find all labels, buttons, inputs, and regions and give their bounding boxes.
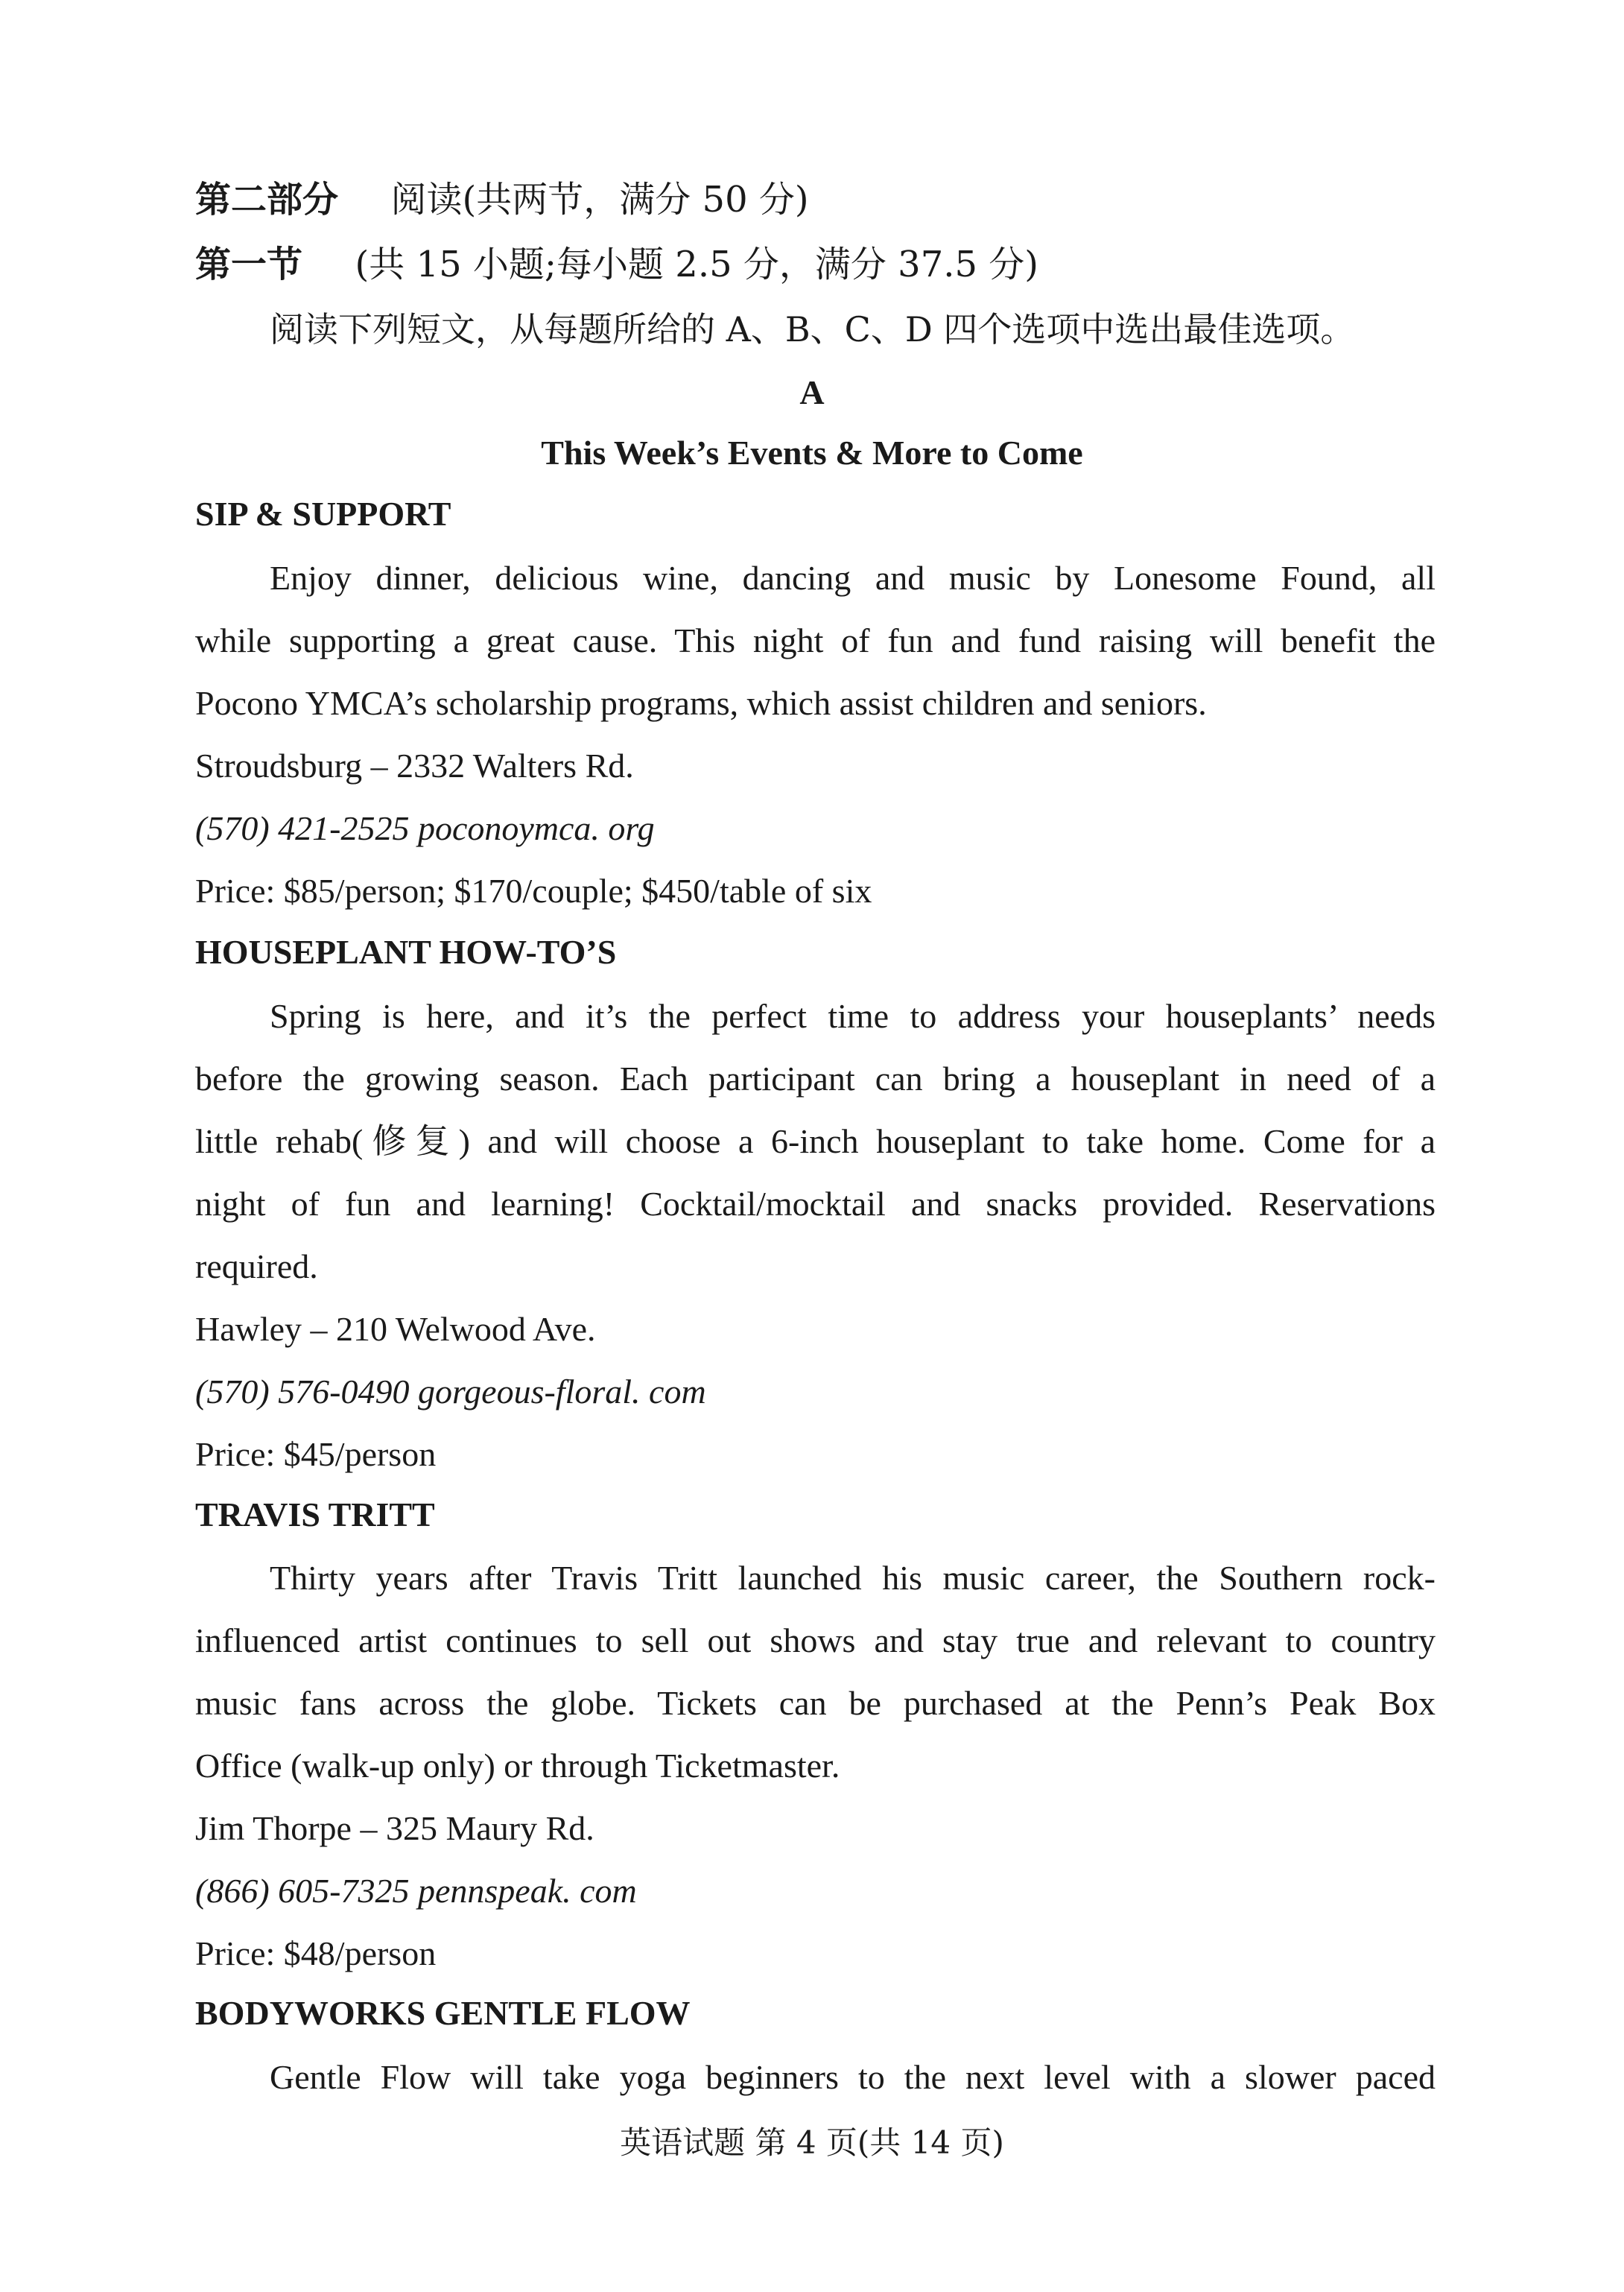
event-contact: (866) 605-7325 pennspeak. com [195,1872,637,1910]
event-address: Jim Thorpe – 325 Maury Rd. [195,1809,594,1847]
event-price: Price: $48/person [195,1934,437,1972]
event-text-line: little rehab(修复) and will choose a 6-inch houseplant to take home. Come for a [195,1122,1436,1160]
event-text-line: while supporting a great cause. This night of fun and fund raising will benefit the [195,621,1436,659]
passage-letter: A [799,373,825,411]
event-price: Price: $85/person; $170/couple; $450/table of six [195,872,872,910]
event-text-line: music fans across the globe. Tickets can be purchased at the Penn’s Peak Box [195,1684,1436,1722]
event-contact: (570) 421-2525 poconoymca. org [195,809,655,847]
event-text-line: before the growing season. Each participant can bring a houseplant in need of a [195,1060,1436,1098]
event-contact: (570) 576-0490 gorgeous-floral. com [195,1373,706,1411]
event-heading: TRAVIS TRITT [195,1495,435,1533]
part-heading-subtitle: 阅读(共两节，满分 50 分) [390,179,809,221]
section-heading-title: 第一节 [195,244,303,285]
event-heading: HOUSEPLANT HOW-TO’S [195,933,617,971]
part-heading-title: 第二部分 [195,179,339,221]
event-text-line: influenced artist continues to sell out shows and stay true and relevant to country [195,1621,1436,1659]
section-heading [195,242,1038,287]
part-heading [195,177,809,222]
event-text-line: required. [195,1247,318,1285]
event-address: Stroudsburg – 2332 Walters Rd. [195,747,634,785]
event-text-line: Gentle Flow will take yoga beginners to the next level with a slower paced [270,2058,1436,2096]
event-price: Price: $45/person [195,1435,437,1473]
event-address: Hawley – 210 Welwood Ave. [195,1310,596,1348]
event-text-line: Enjoy dinner, delicious wine, dancing and music by Lonesome Found, all [270,559,1436,597]
passage-title: This Week’s Events & More to Come [541,434,1083,472]
event-heading: SIP & SUPPORT [195,495,451,533]
instructions: 阅读下列短文，从每题所给的 A、B、C、D 四个选项中选出最佳选项。 [270,309,1355,349]
event-text-line: night of fun and learning! Cocktail/mocktail and snacks provided. Reservations [195,1185,1436,1223]
event-text-line: Spring is here, and it’s the perfect time to address your houseplants’ needs [270,997,1436,1035]
event-text-line: Thirty years after Travis Tritt launched his music career, the Southern rock- [270,1559,1436,1597]
event-text-line: Office (walk-up only) or through Ticketmaster. [195,1747,840,1785]
section-heading-subtitle: (共 15 小题;每小题 2.5 分，满分 37.5 分) [355,244,1039,285]
page-footer: 英语试题 第 4 页(共 14 页) [620,2124,1004,2161]
event-heading: BODYWORKS GENTLE FLOW [195,1994,691,2032]
event-text-line: Pocono YMCA’s scholarship programs, which assist children and seniors. [195,684,1207,722]
